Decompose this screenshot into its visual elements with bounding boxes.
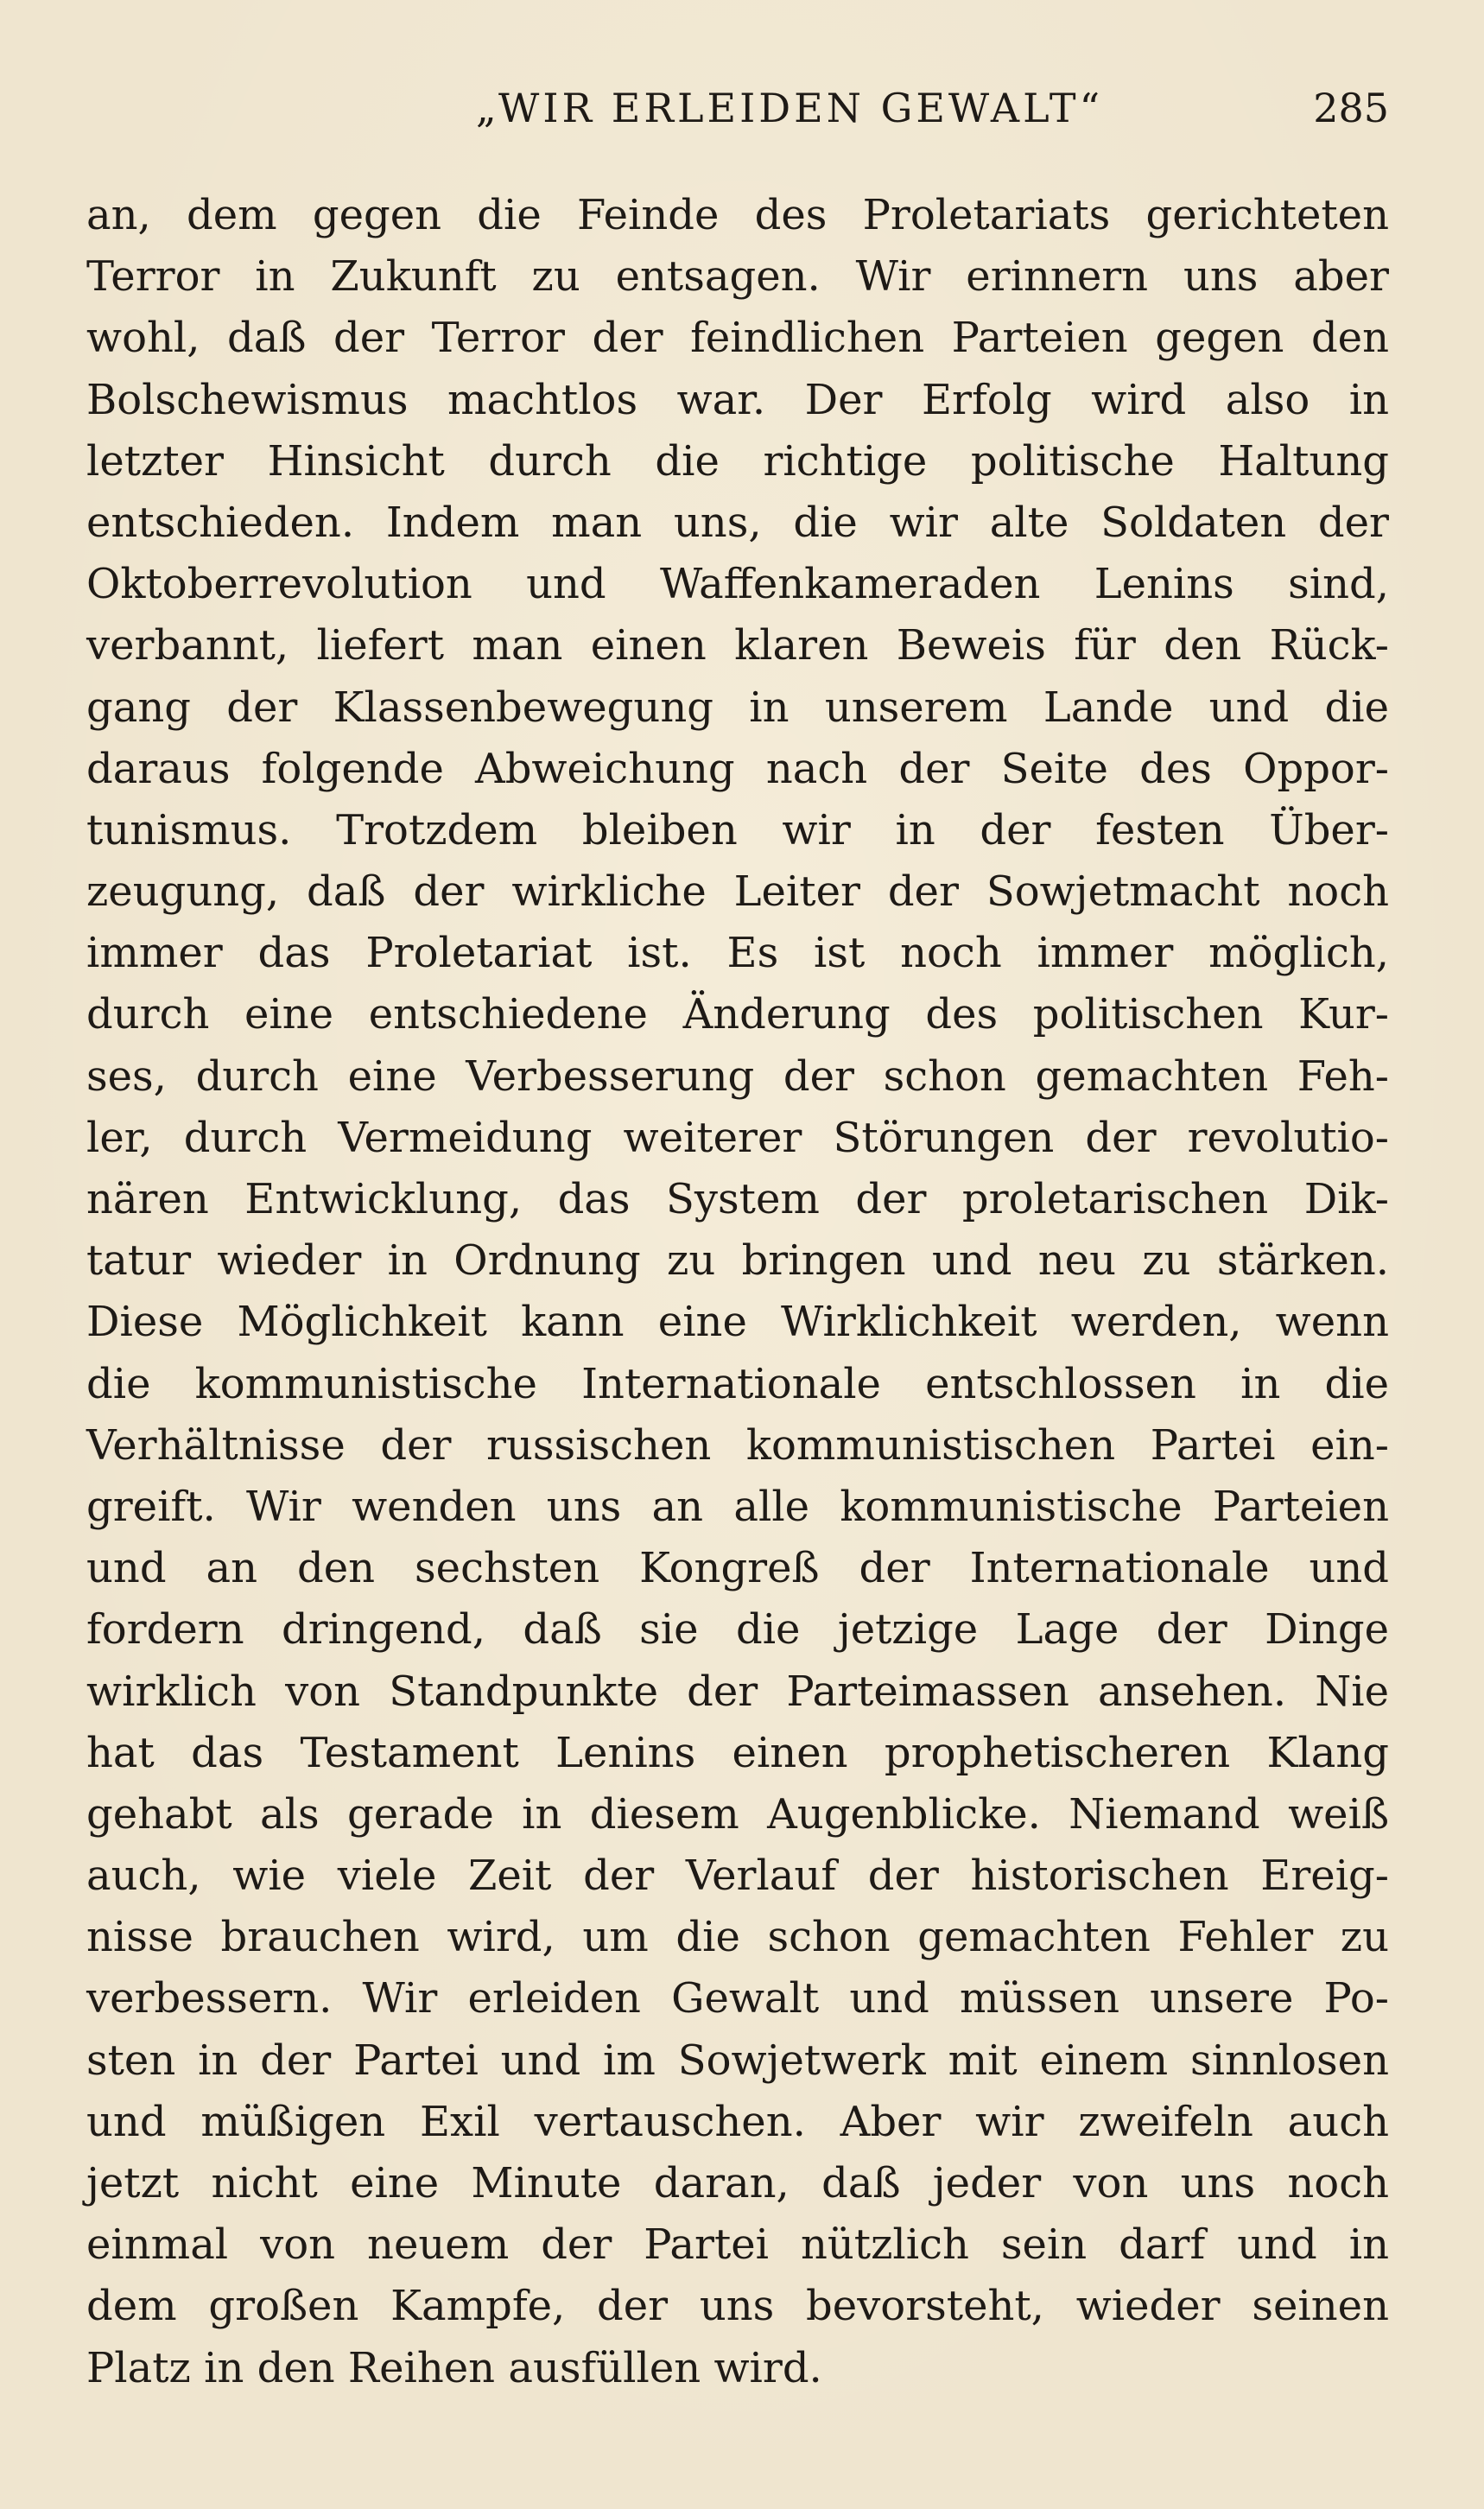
text-line: entschieden. Indem man uns, die wir alte Soldaten der bbox=[86, 498, 1389, 547]
running-head bbox=[86, 82, 1389, 134]
text-line: dem großen Kampfe, der uns bevorsteht, wieder seinen bbox=[86, 2282, 1389, 2331]
text-line: sten in der Partei und im Sowjetwerk mit einem sinnlosen bbox=[86, 2036, 1389, 2085]
text-line: zeugung, daß der wirkliche Leiter der Sowjetmacht noch bbox=[86, 867, 1389, 917]
text-line: gang der Klassenbewegung in unserem Lande und die bbox=[86, 683, 1389, 732]
text-line: fordern dringend, daß sie die jetzige Lage der Dinge bbox=[86, 1605, 1389, 1655]
text-line: Bolschewismus machtlos war. Der Erfolg wird also in bbox=[86, 375, 1389, 424]
text-line: an, dem gegen die Feinde des Proletariats gerichteten bbox=[86, 191, 1389, 239]
text-line: immer das Proletariat ist. Es ist noch immer möglich, bbox=[86, 929, 1389, 978]
text-line: Verhältnisse der russischen kommunistischen Partei ein- bbox=[86, 1420, 1389, 1470]
text-line: jetzt nicht eine Minute daran, daß jeder von uns noch bbox=[86, 2159, 1389, 2207]
text-line: auch, wie viele Zeit der Verlauf der historischen Ereig- bbox=[86, 1852, 1389, 1901]
text-line: letzter Hinsicht durch die richtige politische Haltung bbox=[86, 436, 1389, 486]
text-line: Oktoberrevolution und Waffenkameraden Lenins sind, bbox=[86, 560, 1389, 609]
body-text bbox=[86, 185, 1389, 2399]
text-line: Diese Möglichkeit kann eine Wirklichkeit werden, wenn bbox=[86, 1298, 1389, 1347]
running-title: „WIR ERLEIDEN GEWALT“ bbox=[475, 85, 1104, 131]
text-line: greift. Wir wenden uns an alle kommunistische Parteien bbox=[86, 1482, 1389, 1531]
text-line: verbessern. Wir erleiden Gewalt und müssen unsere Po- bbox=[86, 1974, 1389, 2023]
text-line: die kommunistische Internationale entschlossen in die bbox=[86, 1359, 1389, 1408]
text-line: Terror in Zukunft zu entsagen. Wir erinnern uns aber bbox=[86, 252, 1389, 302]
page-number: 285 bbox=[1313, 85, 1389, 131]
text-line: ses, durch eine Verbesserung der schon gemachten Feh- bbox=[86, 1051, 1389, 1101]
text-line: ler, durch Vermeidung weiterer Störungen der revolutio- bbox=[86, 1113, 1389, 1162]
text-line: durch eine entschiedene Änderung des politischen Kur- bbox=[86, 990, 1389, 1039]
text-line: gehabt als gerade in diesem Augenblicke. Niemand weiß bbox=[86, 1789, 1389, 1839]
text-line: nären Entwicklung, das System der proletarischen Dik- bbox=[86, 1175, 1389, 1223]
text-line: hat das Testament Lenins einen prophetischeren Klang bbox=[86, 1728, 1389, 1777]
text-line: einmal von neuem der Partei nützlich sein darf und in bbox=[86, 2220, 1389, 2270]
text-line-last: Platz in den Reihen ausfüllen wird. bbox=[86, 2343, 822, 2392]
text-line: verbannt, liefert man einen klaren Beweis für den Rück- bbox=[86, 621, 1389, 670]
text-line: und müßigen Exil vertauschen. Aber wir zweifeln auch bbox=[86, 2097, 1389, 2146]
text-line: wirklich von Standpunkte der Parteimassen ansehen. Nie bbox=[86, 1667, 1389, 1716]
text-line: wohl, daß der Terror der feindlichen Parteien gegen den bbox=[86, 314, 1389, 363]
text-line: tatur wieder in Ordnung zu bringen und neu zu stärken. bbox=[86, 1236, 1389, 1286]
text-line: nisse brauchen wird, um die schon gemachten Fehler zu bbox=[86, 1913, 1389, 1962]
text-line: und an den sechsten Kongreß der Internationale und bbox=[86, 1544, 1389, 1593]
text-line: tunismus. Trotzdem bleiben wir in der festen Über- bbox=[86, 805, 1389, 854]
text-line: daraus folgende Abweichung nach der Seite des Oppor- bbox=[86, 744, 1389, 793]
